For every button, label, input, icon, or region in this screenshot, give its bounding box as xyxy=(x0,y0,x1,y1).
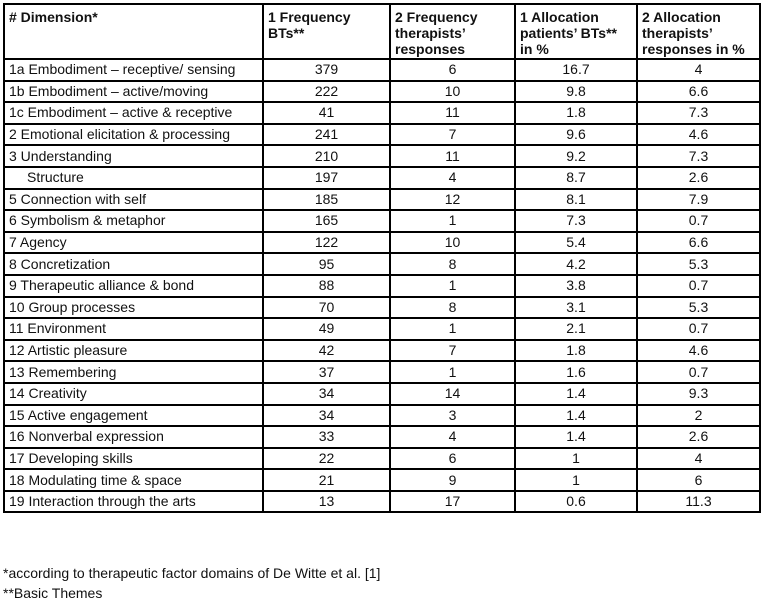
header-row xyxy=(4,4,760,59)
cell-frequency-bts: 210 xyxy=(263,145,390,167)
cell-frequency-therapists: 1 xyxy=(390,318,515,340)
cell-frequency-bts: 222 xyxy=(263,81,390,103)
table-body xyxy=(4,59,760,512)
cell-allocation-therapists: 6 xyxy=(637,469,760,491)
cell-frequency-therapists: 7 xyxy=(390,124,515,146)
header-allocation-patients: 1 Allocation patients’ BTs** in % xyxy=(515,4,637,59)
cell-dimension: 10 Group processes xyxy=(4,297,263,319)
table-row xyxy=(4,297,760,319)
cell-dimension: 15 Active engagement xyxy=(4,405,263,427)
cell-allocation-therapists: 2 xyxy=(637,405,760,427)
cell-allocation-therapists: 0.7 xyxy=(637,318,760,340)
cell-frequency-therapists: 8 xyxy=(390,253,515,275)
cell-allocation-therapists: 0.7 xyxy=(637,275,760,297)
cell-frequency-therapists: 3 xyxy=(390,405,515,427)
table-row xyxy=(4,448,760,470)
cell-allocation-patients: 9.2 xyxy=(515,145,637,167)
cell-allocation-therapists: 4.6 xyxy=(637,340,760,362)
table-row xyxy=(4,210,760,232)
cell-frequency-bts: 22 xyxy=(263,448,390,470)
cell-dimension: Structure xyxy=(4,167,263,189)
table-row xyxy=(4,145,760,167)
cell-frequency-therapists: 14 xyxy=(390,383,515,405)
table-row xyxy=(4,340,760,362)
header-frequency-bts: 1 Frequency BTs** xyxy=(263,4,390,59)
cell-dimension: 3 Understanding xyxy=(4,145,263,167)
cell-frequency-bts: 241 xyxy=(263,124,390,146)
cell-frequency-bts: 49 xyxy=(263,318,390,340)
cell-allocation-patients: 8.1 xyxy=(515,189,637,211)
table-row xyxy=(4,59,760,81)
table-row xyxy=(4,275,760,297)
table-row xyxy=(4,124,760,146)
cell-dimension: 5 Connection with self xyxy=(4,189,263,211)
cell-dimension: 17 Developing skills xyxy=(4,448,263,470)
header-frequency-therapists: 2 Frequency therapists’ responses xyxy=(390,4,515,59)
cell-allocation-patients: 3.1 xyxy=(515,297,637,319)
cell-allocation-patients: 1 xyxy=(515,469,637,491)
cell-frequency-therapists: 7 xyxy=(390,340,515,362)
cell-frequency-therapists: 1 xyxy=(390,361,515,383)
cell-allocation-therapists: 0.7 xyxy=(637,210,760,232)
cell-dimension: 7 Agency xyxy=(4,232,263,254)
cell-frequency-therapists: 12 xyxy=(390,189,515,211)
cell-frequency-bts: 197 xyxy=(263,167,390,189)
cell-allocation-patients: 1.4 xyxy=(515,426,637,448)
cell-allocation-patients: 1.4 xyxy=(515,405,637,427)
table-row xyxy=(4,383,760,405)
cell-frequency-bts: 42 xyxy=(263,340,390,362)
cell-frequency-therapists: 4 xyxy=(390,426,515,448)
therapeutic-factors-table xyxy=(3,3,761,513)
table-row xyxy=(4,167,760,189)
cell-frequency-bts: 185 xyxy=(263,189,390,211)
table-row xyxy=(4,81,760,103)
header-allocation-therapists: 2 Allocation therapists’ responses in % xyxy=(637,4,760,59)
cell-allocation-therapists: 2.6 xyxy=(637,426,760,448)
table-row xyxy=(4,361,760,383)
cell-frequency-therapists: 1 xyxy=(390,275,515,297)
table-row xyxy=(4,102,760,124)
cell-allocation-therapists: 6.6 xyxy=(637,81,760,103)
cell-frequency-bts: 33 xyxy=(263,426,390,448)
cell-allocation-therapists: 4 xyxy=(637,448,760,470)
cell-frequency-bts: 21 xyxy=(263,469,390,491)
cell-allocation-therapists: 5.3 xyxy=(637,253,760,275)
cell-allocation-patients: 5.4 xyxy=(515,232,637,254)
cell-allocation-therapists: 4 xyxy=(637,59,760,81)
cell-frequency-bts: 88 xyxy=(263,275,390,297)
header-dimension: # Dimension* xyxy=(4,4,263,59)
cell-frequency-bts: 70 xyxy=(263,297,390,319)
table-row xyxy=(4,232,760,254)
cell-allocation-therapists: 7.3 xyxy=(637,145,760,167)
cell-allocation-patients: 2.1 xyxy=(515,318,637,340)
cell-allocation-therapists: 7.9 xyxy=(637,189,760,211)
cell-allocation-therapists: 11.3 xyxy=(637,491,760,513)
cell-allocation-patients: 8.7 xyxy=(515,167,637,189)
cell-dimension: 9 Therapeutic alliance & bond xyxy=(4,275,263,297)
footnote-basic-themes: **Basic Themes xyxy=(3,585,103,601)
cell-frequency-bts: 122 xyxy=(263,232,390,254)
cell-dimension: 1a Embodiment – receptive/ sensing xyxy=(4,59,263,81)
cell-allocation-therapists: 6.6 xyxy=(637,232,760,254)
cell-allocation-therapists: 5.3 xyxy=(637,297,760,319)
cell-dimension: 8 Concretization xyxy=(4,253,263,275)
cell-frequency-bts: 37 xyxy=(263,361,390,383)
table-row xyxy=(4,469,760,491)
cell-dimension: 11 Environment xyxy=(4,318,263,340)
table-row xyxy=(4,318,760,340)
cell-allocation-patients: 16.7 xyxy=(515,59,637,81)
cell-frequency-therapists: 1 xyxy=(390,210,515,232)
cell-allocation-patients: 1 xyxy=(515,448,637,470)
cell-allocation-therapists: 4.6 xyxy=(637,124,760,146)
cell-allocation-patients: 1.4 xyxy=(515,383,637,405)
cell-allocation-patients: 3.8 xyxy=(515,275,637,297)
cell-frequency-therapists: 11 xyxy=(390,102,515,124)
cell-frequency-therapists: 11 xyxy=(390,145,515,167)
cell-allocation-therapists: 9.3 xyxy=(637,383,760,405)
cell-allocation-therapists: 0.7 xyxy=(637,361,760,383)
cell-frequency-bts: 95 xyxy=(263,253,390,275)
cell-allocation-patients: 1.6 xyxy=(515,361,637,383)
cell-allocation-patients: 0.6 xyxy=(515,491,637,513)
cell-allocation-therapists: 7.3 xyxy=(637,102,760,124)
table-row xyxy=(4,189,760,211)
cell-frequency-therapists: 6 xyxy=(390,59,515,81)
cell-dimension: 19 Interaction through the arts xyxy=(4,491,263,513)
table-row xyxy=(4,491,760,513)
cell-allocation-patients: 9.6 xyxy=(515,124,637,146)
cell-allocation-patients: 1.8 xyxy=(515,340,637,362)
cell-allocation-patients: 9.8 xyxy=(515,81,637,103)
cell-frequency-bts: 165 xyxy=(263,210,390,232)
cell-frequency-therapists: 10 xyxy=(390,81,515,103)
cell-frequency-bts: 41 xyxy=(263,102,390,124)
table-row xyxy=(4,253,760,275)
cell-dimension: 1c Embodiment – active & receptive xyxy=(4,102,263,124)
cell-dimension: 13 Remembering xyxy=(4,361,263,383)
table-row xyxy=(4,426,760,448)
cell-frequency-bts: 13 xyxy=(263,491,390,513)
cell-frequency-therapists: 17 xyxy=(390,491,515,513)
cell-dimension: 1b Embodiment – active/moving xyxy=(4,81,263,103)
cell-dimension: 12 Artistic pleasure xyxy=(4,340,263,362)
cell-allocation-patients: 1.8 xyxy=(515,102,637,124)
cell-frequency-therapists: 4 xyxy=(390,167,515,189)
cell-allocation-patients: 7.3 xyxy=(515,210,637,232)
cell-allocation-therapists: 2.6 xyxy=(637,167,760,189)
table-row xyxy=(4,405,760,427)
cell-frequency-therapists: 9 xyxy=(390,469,515,491)
footnotes xyxy=(3,563,380,603)
cell-frequency-bts: 34 xyxy=(263,405,390,427)
cell-frequency-bts: 379 xyxy=(263,59,390,81)
cell-frequency-therapists: 6 xyxy=(390,448,515,470)
cell-dimension: 6 Symbolism & metaphor xyxy=(4,210,263,232)
cell-frequency-therapists: 8 xyxy=(390,297,515,319)
cell-frequency-bts: 34 xyxy=(263,383,390,405)
cell-dimension: 16 Nonverbal expression xyxy=(4,426,263,448)
cell-dimension: 2 Emotional elicitation & processing xyxy=(4,124,263,146)
cell-frequency-therapists: 10 xyxy=(390,232,515,254)
footnote-dimension: *according to therapeutic factor domains of De Witte et al. [1] xyxy=(3,565,381,581)
cell-dimension: 18 Modulating time & space xyxy=(4,469,263,491)
cell-dimension: 14 Creativity xyxy=(4,383,263,405)
cell-allocation-patients: 4.2 xyxy=(515,253,637,275)
